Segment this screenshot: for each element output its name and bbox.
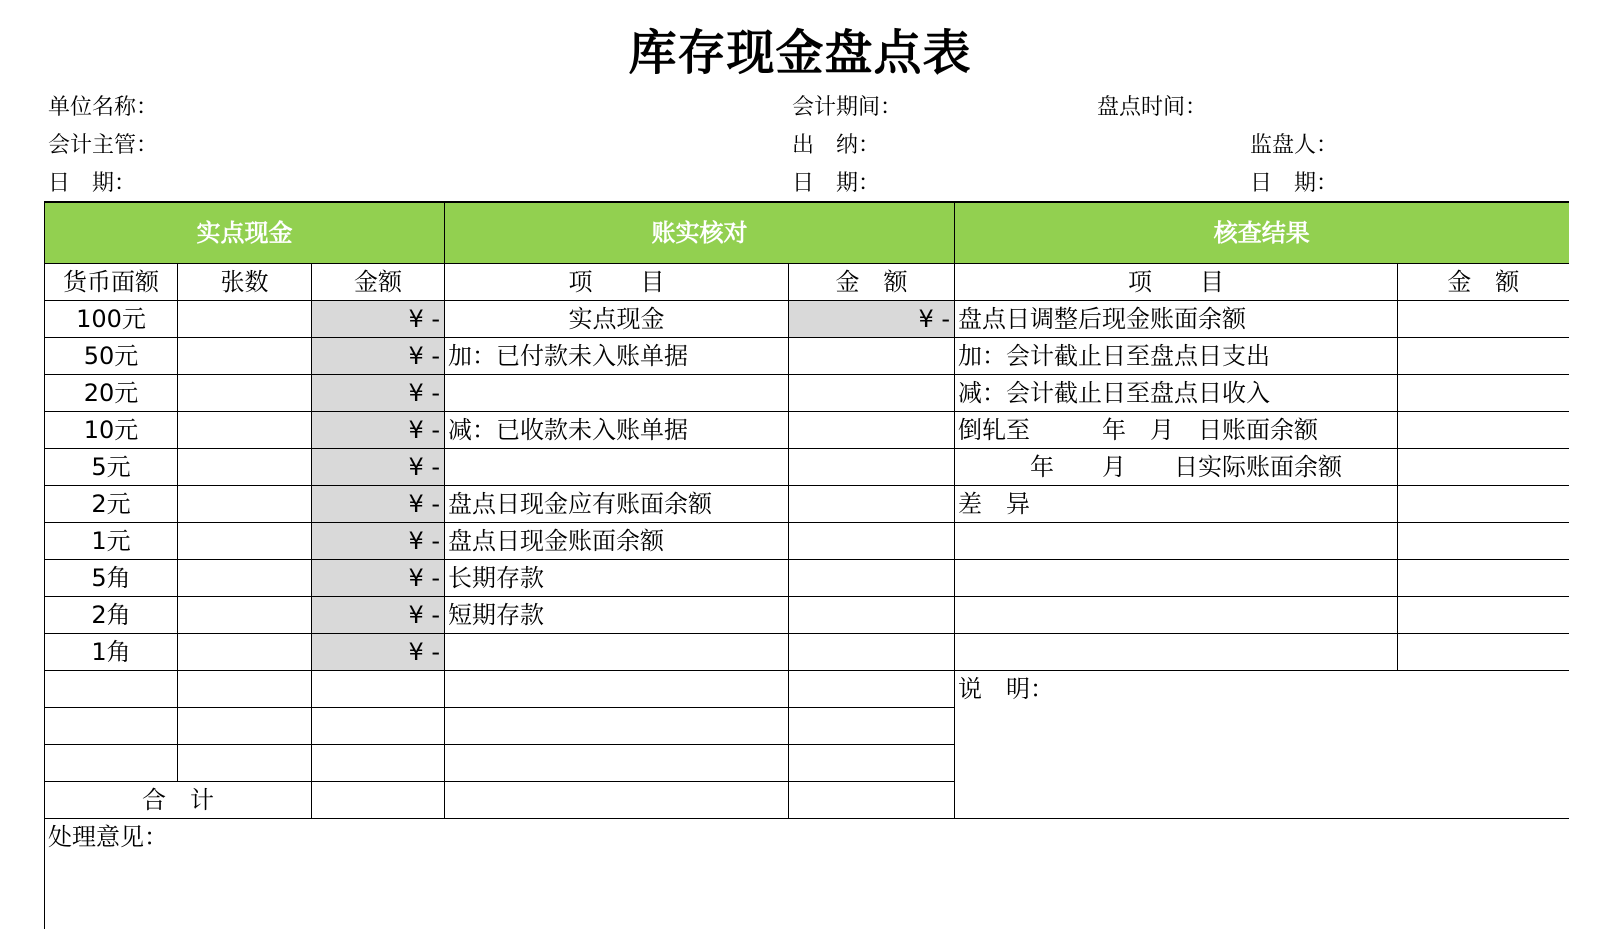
count-cell[interactable] <box>178 523 312 560</box>
page-title: 库存现金盘点表 <box>628 25 972 81</box>
table-row <box>45 597 1569 634</box>
denomination-cell: 1角 <box>45 634 178 671</box>
total-label: 合 计 <box>45 782 312 819</box>
recon-item-cell: 盘点日现金应有账面余额 <box>445 486 789 523</box>
result-amount-cell[interactable] <box>1398 634 1569 671</box>
recon-amount-cell[interactable] <box>789 560 955 597</box>
denomination-cell: 50元 <box>45 338 178 375</box>
result-item-cell: 加：会计截止日至盘点日支出 <box>955 338 1398 375</box>
count-cell[interactable] <box>178 597 312 634</box>
recon-amount-cell[interactable] <box>789 375 955 412</box>
table-row <box>45 671 1569 708</box>
recon-amount-cell[interactable] <box>789 412 955 449</box>
result-amount-cell[interactable] <box>1398 597 1569 634</box>
empty-cell[interactable] <box>789 708 955 745</box>
denomination-cell: 2元 <box>45 486 178 523</box>
result-item-cell[interactable] <box>955 560 1398 597</box>
table-row <box>45 338 1569 375</box>
amount-cell: ¥ - <box>312 560 445 597</box>
table-row <box>45 560 1569 597</box>
explanation-cell[interactable]: 说 明： <box>955 671 1569 819</box>
result-amount-cell[interactable] <box>1398 412 1569 449</box>
column-header-row <box>45 264 1569 301</box>
accounting-period-label: 会计期间： <box>792 95 903 120</box>
empty-cell[interactable] <box>178 708 312 745</box>
recon-item-cell[interactable] <box>445 449 789 486</box>
unit-name-label: 单位名称： <box>48 95 159 120</box>
opinion-row <box>45 819 1569 930</box>
date-label-left: 日 期： <box>48 171 137 196</box>
result-amount-cell[interactable] <box>1398 338 1569 375</box>
empty-cell[interactable] <box>789 782 955 819</box>
denomination-cell: 100元 <box>45 301 178 338</box>
empty-cell[interactable] <box>45 708 178 745</box>
result-item-cell: 年 月 日实际账面余额 <box>955 449 1398 486</box>
empty-cell[interactable] <box>445 708 789 745</box>
result-item-cell: 差 异 <box>955 486 1398 523</box>
section-actual-cash: 实点现金 <box>45 202 445 264</box>
result-item-cell[interactable] <box>955 523 1398 560</box>
recon-item-cell: 加：已付款未入账单据 <box>445 338 789 375</box>
accounting-supervisor-label: 会计主管： <box>48 133 159 158</box>
recon-amount-cell[interactable] <box>789 449 955 486</box>
empty-cell[interactable] <box>445 745 789 782</box>
result-amount-cell[interactable] <box>1398 560 1569 597</box>
col-recon-item: 项 目 <box>445 264 789 301</box>
empty-cell[interactable] <box>312 708 445 745</box>
date-label-right: 日 期： <box>1250 171 1339 196</box>
denomination-cell: 5角 <box>45 560 178 597</box>
opinion-cell[interactable]: 处理意见： <box>45 819 1569 930</box>
count-cell[interactable] <box>178 634 312 671</box>
recon-item-cell[interactable] <box>445 634 789 671</box>
amount-cell: ¥ - <box>312 301 445 338</box>
denomination-cell: 1元 <box>45 523 178 560</box>
date-label-middle: 日 期： <box>792 171 881 196</box>
count-time-label: 盘点时间： <box>1097 95 1208 120</box>
empty-cell[interactable] <box>789 745 955 782</box>
cashier-label: 出 纳： <box>792 133 881 158</box>
col-result-amount: 金 额 <box>1398 264 1569 301</box>
empty-cell[interactable] <box>445 671 789 708</box>
denomination-cell: 5元 <box>45 449 178 486</box>
empty-cell[interactable] <box>45 745 178 782</box>
table-row <box>45 523 1569 560</box>
denomination-cell: 10元 <box>45 412 178 449</box>
result-amount-cell[interactable] <box>1398 486 1569 523</box>
amount-cell: ¥ - <box>312 449 445 486</box>
result-amount-cell[interactable] <box>1398 449 1569 486</box>
col-count: 张数 <box>178 264 312 301</box>
empty-cell[interactable] <box>312 745 445 782</box>
denomination-cell: 20元 <box>45 375 178 412</box>
count-cell[interactable] <box>178 375 312 412</box>
result-item-cell[interactable] <box>955 634 1398 671</box>
recon-amount-cell[interactable] <box>789 338 955 375</box>
count-cell[interactable] <box>178 560 312 597</box>
recon-amount-cell: ¥ - <box>789 301 955 338</box>
col-result-item: 项 目 <box>955 264 1398 301</box>
recon-item-cell: 长期存款 <box>445 560 789 597</box>
denomination-cell: 2角 <box>45 597 178 634</box>
recon-amount-cell[interactable] <box>789 523 955 560</box>
result-amount-cell[interactable] <box>1398 523 1569 560</box>
amount-cell: ¥ - <box>312 597 445 634</box>
result-item-cell: 倒轧至 年 月 日账面余额 <box>955 412 1398 449</box>
count-cell[interactable] <box>178 338 312 375</box>
count-cell[interactable] <box>178 301 312 338</box>
empty-cell[interactable] <box>789 671 955 708</box>
amount-cell: ¥ - <box>312 412 445 449</box>
table-row <box>45 634 1569 671</box>
section-result: 核查结果 <box>955 202 1569 264</box>
amount-cell: ¥ - <box>312 523 445 560</box>
col-denomination: 货币面额 <box>45 264 178 301</box>
count-cell[interactable] <box>178 486 312 523</box>
empty-cell[interactable] <box>445 782 789 819</box>
table-row <box>45 449 1569 486</box>
recon-amount-cell[interactable] <box>789 486 955 523</box>
result-item-cell[interactable] <box>955 597 1398 634</box>
empty-cell[interactable] <box>178 671 312 708</box>
amount-cell: ¥ - <box>312 338 445 375</box>
recon-item-cell: 实点现金 <box>445 301 789 338</box>
result-amount-cell[interactable] <box>1398 301 1569 338</box>
table-row <box>45 375 1569 412</box>
amount-cell: ¥ - <box>312 634 445 671</box>
empty-cell[interactable] <box>178 745 312 782</box>
col-amount: 金额 <box>312 264 445 301</box>
section-reconciliation: 账实核对 <box>445 202 955 264</box>
section-header-row <box>45 202 1569 264</box>
result-item-cell: 减：会计截止日至盘点日收入 <box>955 375 1398 412</box>
amount-cell: ¥ - <box>312 375 445 412</box>
total-amount-cell[interactable] <box>312 782 445 819</box>
recon-item-cell[interactable] <box>445 375 789 412</box>
recon-amount-cell[interactable] <box>789 634 955 671</box>
cash-count-table <box>44 201 1569 929</box>
table-row <box>45 412 1569 449</box>
count-cell[interactable] <box>178 449 312 486</box>
table-row <box>45 486 1569 523</box>
recon-item-cell: 短期存款 <box>445 597 789 634</box>
amount-cell: ¥ - <box>312 486 445 523</box>
table-row <box>45 301 1569 338</box>
recon-amount-cell[interactable] <box>789 597 955 634</box>
col-recon-amount: 金 额 <box>789 264 955 301</box>
result-item-cell: 盘点日调整后现金账面余额 <box>955 301 1398 338</box>
empty-cell[interactable] <box>312 671 445 708</box>
supervisor-label: 监盘人： <box>1250 133 1339 158</box>
empty-cell[interactable] <box>45 671 178 708</box>
recon-item-cell: 盘点日现金账面余额 <box>445 523 789 560</box>
recon-item-cell: 减：已收款未入账单据 <box>445 412 789 449</box>
result-amount-cell[interactable] <box>1398 375 1569 412</box>
count-cell[interactable] <box>178 412 312 449</box>
